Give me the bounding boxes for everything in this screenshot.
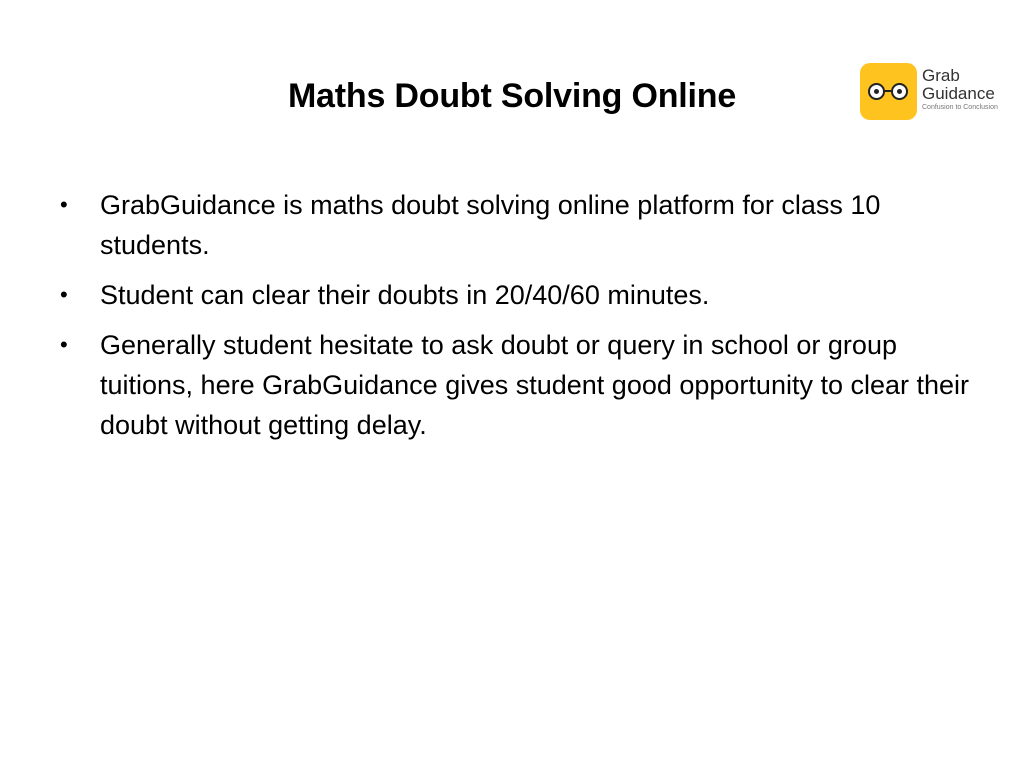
bullet-item: [60, 185, 970, 265]
bullet-text: GrabGuidance is maths doubt solving online platform for class 10 students.: [100, 190, 881, 260]
bullet-list: [60, 185, 970, 455]
slide-title: Maths Doubt Solving Online: [287, 77, 737, 115]
bullet-marker: •: [60, 192, 68, 217]
bullet-item: [60, 275, 970, 315]
left-eye: [868, 83, 885, 100]
owl-eyes-icon: [860, 63, 917, 120]
bullet-marker: •: [60, 332, 68, 357]
bullet-text: Student can clear their doubts in 20/40/60 minutes.: [100, 280, 710, 310]
grabguidance-logo: [860, 63, 1010, 121]
logo-tagline: Confusion to Conclusion: [922, 104, 998, 111]
logo-word-guidance: Guidance: [922, 84, 995, 103]
bullet-text: Generally student hesitate to ask doubt or query in school or group tuitions, here GrabGuidance gives student good opportunity to clear their doubt without getting delay.: [100, 330, 970, 440]
right-eye: [891, 83, 908, 100]
bullet-marker: •: [60, 282, 68, 307]
logo-word-grab: Grab: [922, 66, 960, 85]
bullet-item: [60, 325, 970, 445]
